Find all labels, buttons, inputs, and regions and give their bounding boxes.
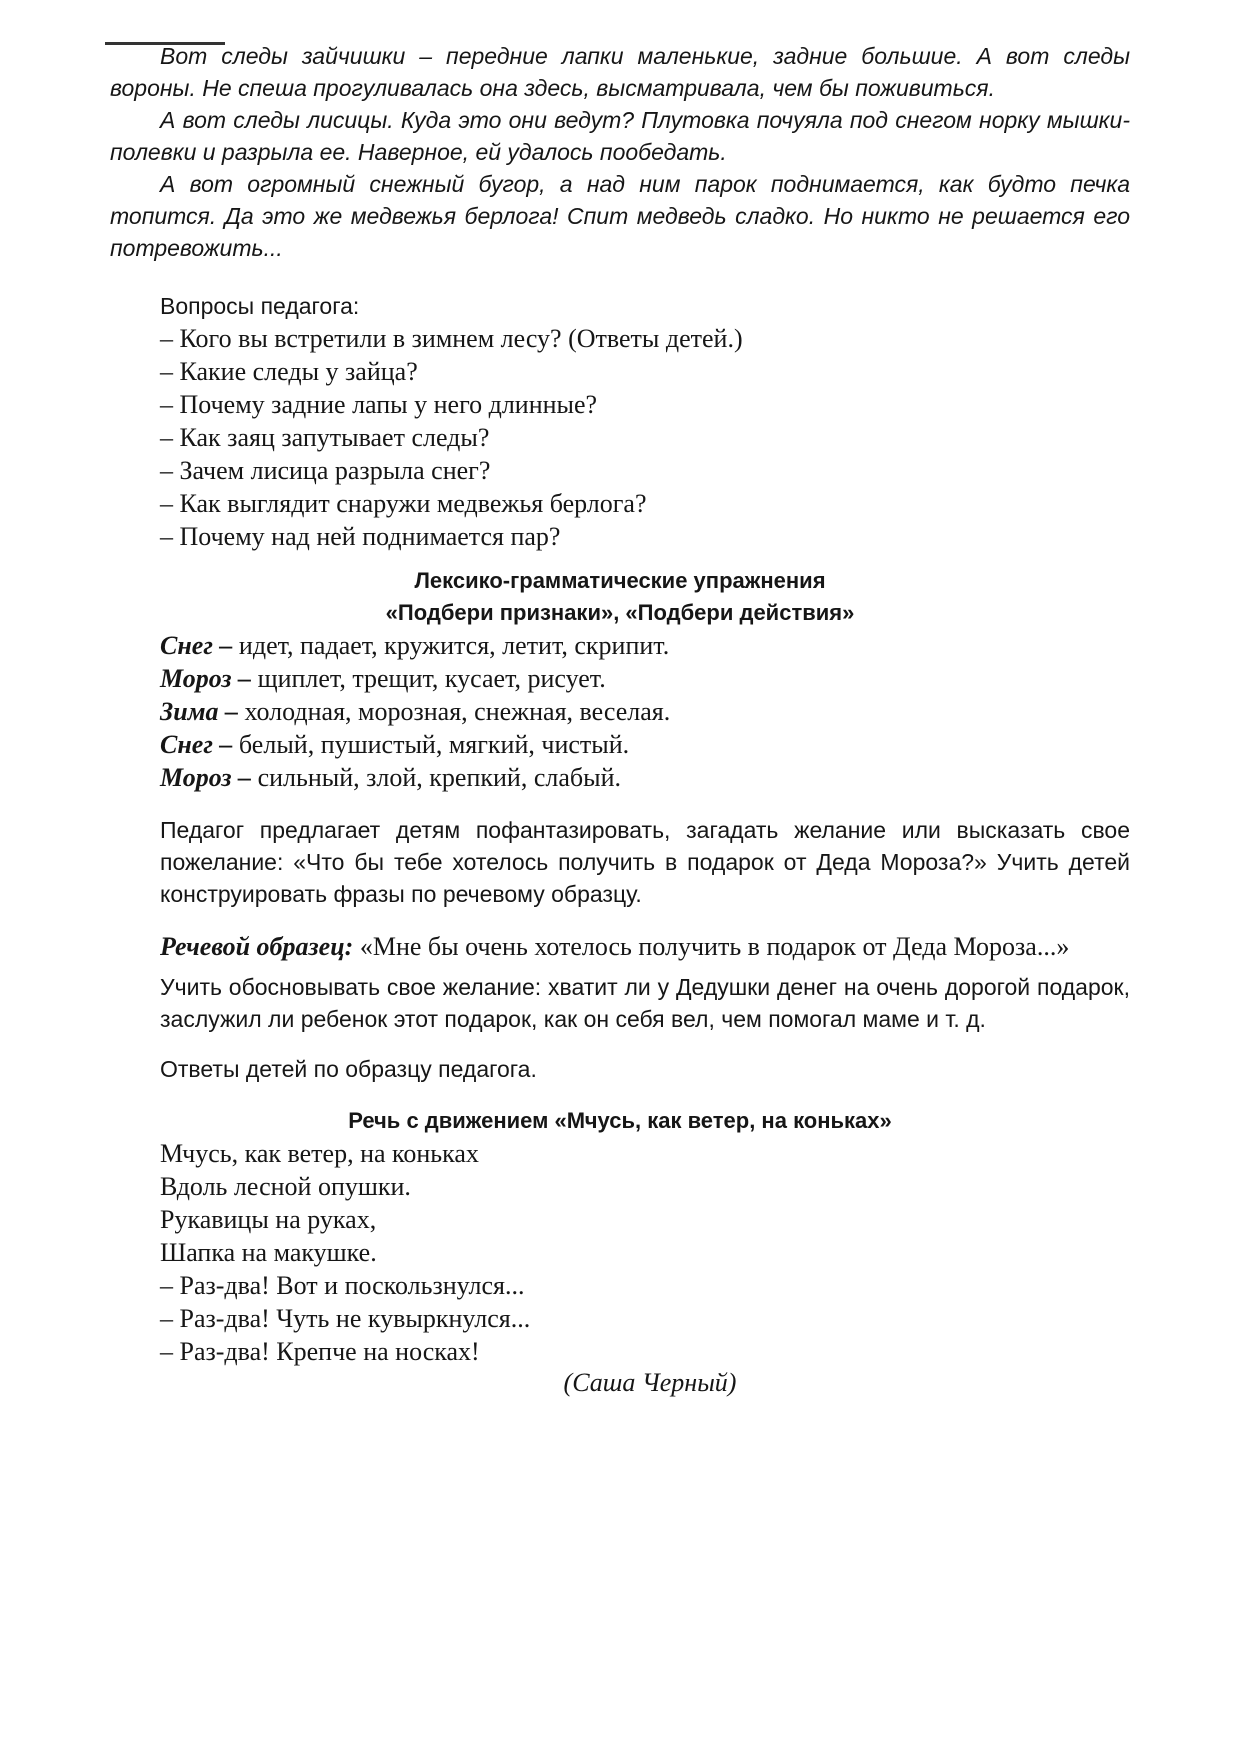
question-item: – Как выглядит снаружи медвежья берлога? [160,489,647,518]
story-text: Вот следы зайчишки – передние лапки маленькие, задние большие. А вот следы вороны. Не спеша прогуливалась она здесь, высматривала, чем бы поживиться. [110,43,1130,101]
task-paragraph: Педагог предлагает детям пофантазировать, загадать желание или высказать свое пожелание: «Что бы тебе хотелось получить в подарок от Деда Мороза?» Учить детей конструировать фразы по речевому образцу. [160,817,1130,907]
answers-paragraph: Ответы детей по образцу педагога. [160,1056,537,1082]
exercise-row [160,761,1130,794]
speech-sample-label: Речевой образец: [160,932,354,961]
question-item: – Почему задние лапы у него длинные? [160,390,598,419]
speech-sample [110,930,1130,963]
exercise-text: белый, пушистый, мягкий, чистый. [232,730,630,759]
exercise-row [160,662,1130,695]
poem-line: Шапка на макушке. [160,1238,377,1267]
poem-section [110,1105,1130,1398]
question-item: – Кого вы встретили в зимнем лесу? (Ответы детей.) [160,324,743,353]
exercise-heading: Лексико-грамматические упражнения [414,568,826,593]
poem-line: Вдоль лесной опушки. [160,1172,411,1201]
question-item: – Какие следы у зайца? [160,357,418,386]
question-item: – Почему над ней поднимается пар? [160,522,561,551]
story-paragraph [110,40,1130,104]
question-item: – Как заяц запутывает следы? [160,423,490,452]
exercise-row [160,728,1130,761]
speech-sample-text: «Мне бы очень хотелось получить в подарок от Деда Мороза...» [353,932,1070,961]
justify-paragraph: Учить обосновывать свое желание: хватит ли у Дедушки денег на очень дорогой подарок, заслужил ли ребенок этот подарок, как он себя вел, чем помогал маме и т. д. [160,974,1130,1032]
exercise-text: сильный, злой, крепкий, слабый. [251,763,622,792]
story-paragraph [110,168,1130,264]
exercise-section [110,565,1130,794]
poem-line: Рукавицы на руках, [160,1205,377,1234]
exercise-term: Снег – [160,730,233,759]
exercise-text: холодная, морозная, снежная, веселая. [238,697,671,726]
question-item: – Зачем лисица разрыла снег? [160,456,491,485]
poem-line: Мчусь, как ветер, на коньках [160,1139,479,1168]
exercise-text: щиплет, трещит, кусает, рисует. [251,664,606,693]
exercise-row [160,629,1130,662]
poem-line: – Раз-два! Крепче на носках! [160,1337,480,1366]
exercise-term: Мороз – [160,664,252,693]
questions-section [110,290,1130,553]
exercise-term: Мороз – [160,763,252,792]
exercise-list [110,629,1130,794]
exercise-row [160,695,1130,728]
exercise-text: идет, падает, кружится, летит, скрипит. [232,631,670,660]
exercise-subheading: «Подбери признаки», «Подбери действия» [385,600,855,625]
poem-heading: Речь с движением «Мчусь, как ветер, на коньках» [348,1108,892,1133]
story-paragraph [110,104,1130,168]
document-page [110,40,1130,1398]
poem-line: – Раз-два! Чуть не кувыркнулся... [160,1304,531,1333]
story-text: А вот огромный снежный бугор, а над ним парок поднимается, как будто печка топится. Да это же медвежья берлога! Спит медведь сладко. Но никто не решается его потревожить... [110,171,1130,261]
exercise-term: Снег – [160,631,233,660]
poem-lines [110,1137,1130,1368]
poem-author: (Саша Черный) [563,1368,737,1397]
exercise-term: Зима – [160,697,238,726]
questions-title: Вопросы педагога: [160,293,360,319]
poem-line: – Раз-два! Вот и поскользнулся... [160,1271,525,1300]
story-section [110,40,1130,264]
story-text: А вот следы лисицы. Куда это они ведут? Плутовка почуяла под снегом норку мышки-полевки и разрыла ее. Наверное, ей удалось пообедать. [110,107,1130,165]
